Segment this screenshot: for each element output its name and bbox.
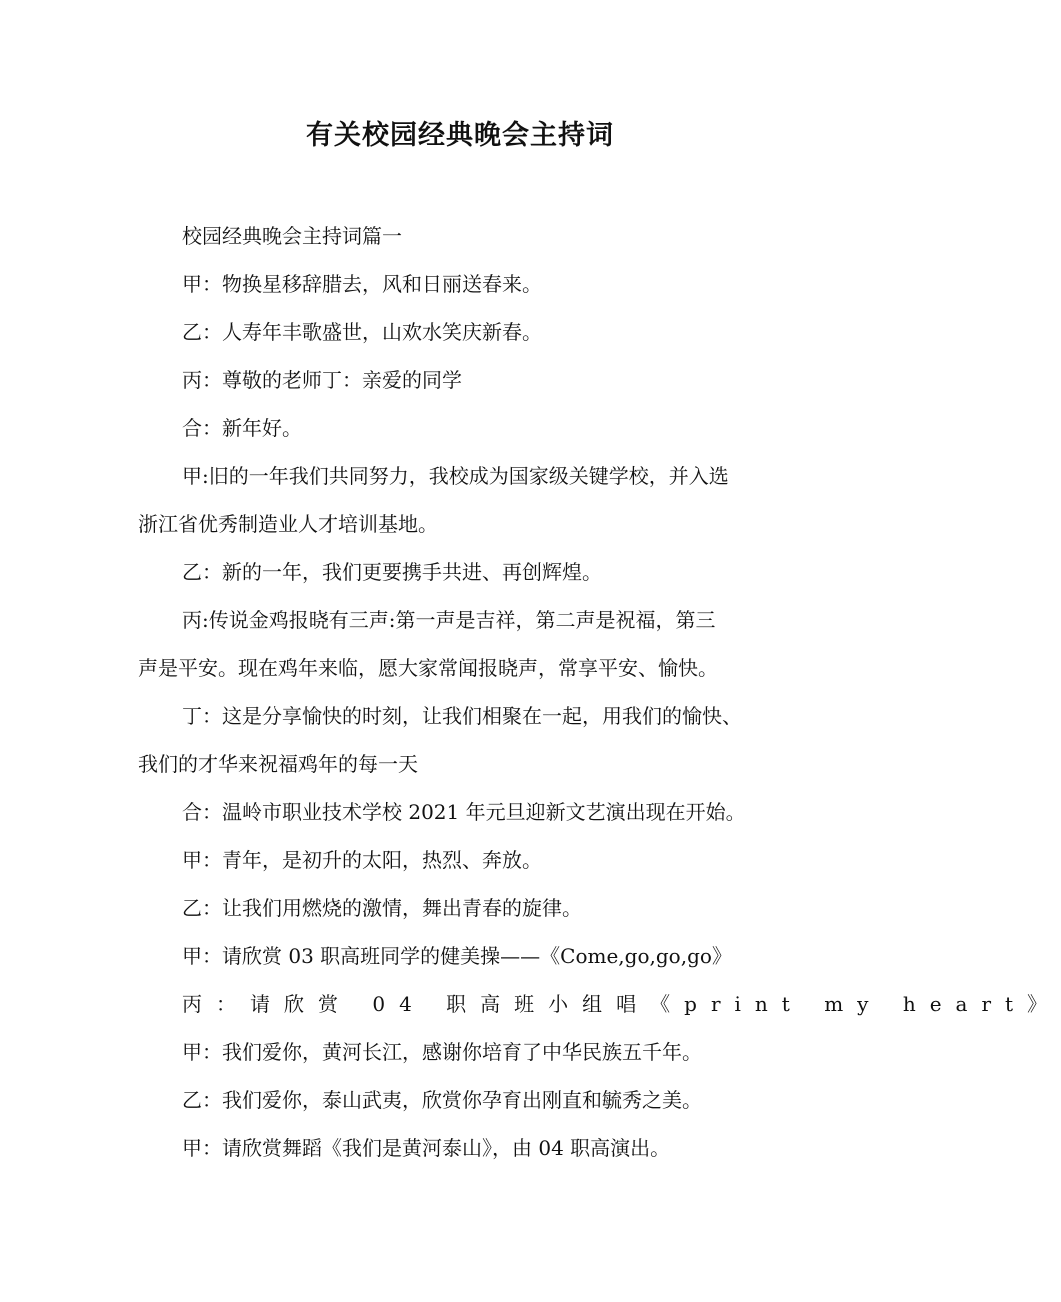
text-line: 合：新年好。: [182, 416, 302, 440]
text-line: 甲：我们爱你，黄河长江，感谢你培育了中华民族五千年。: [182, 1040, 702, 1064]
text-line: 丙:传说金鸡报晓有三声:第一声是吉祥，第二声是祝福，第三: [182, 608, 716, 632]
text-line: 乙：人寿年丰歌盛世，山欢水笑庆新春。: [182, 320, 542, 344]
text-line: 丙：尊敬的老师丁：亲爱的同学: [182, 368, 462, 392]
text-line: 甲：青年，是初升的太阳，热烈、奔放。: [182, 848, 542, 872]
text-line: 甲：请欣赏 03 职高班同学的健美操——《Come,go,go,go》: [182, 944, 732, 968]
text-line: 乙：我们爱你，泰山武夷，欣赏你孕育出刚直和毓秀之美。: [182, 1088, 702, 1112]
text-line: 我们的才华来祝福鸡年的每一天: [138, 752, 418, 776]
text-line: 丙：请欣赏 04 职高班小组唱《print my heart》: [182, 992, 1061, 1016]
text-line: 校园经典晚会主持词篇一: [182, 224, 402, 248]
text-line: 乙：让我们用燃烧的激情，舞出青春的旋律。: [182, 896, 582, 920]
text-line: 甲：请欣赏舞蹈《我们是黄河泰山》，由 04 职高演出。: [182, 1136, 671, 1160]
document-title: 有关校园经典晚会主持词: [306, 120, 614, 151]
text-line: 甲：物换星移辞腊去，风和日丽送春来。: [182, 272, 542, 296]
text-line: 乙：新的一年，我们更要携手共进、再创辉煌。: [182, 560, 602, 584]
text-line: 丁：这是分享愉快的时刻，让我们相聚在一起，用我们的愉快、: [182, 704, 742, 728]
text-line: 合：温岭市职业技术学校 2021 年元旦迎新文艺演出现在开始。: [182, 800, 746, 824]
text-line: 浙江省优秀制造业人才培训基地。: [138, 512, 438, 536]
document-body: [138, 212, 1061, 1172]
text-line: 声是平安。现在鸡年来临，愿大家常闻报晓声，常享平安、愉快。: [138, 656, 718, 680]
text-line: 甲:旧的一年我们共同努力，我校成为国家级关键学校，并入选: [182, 464, 729, 488]
